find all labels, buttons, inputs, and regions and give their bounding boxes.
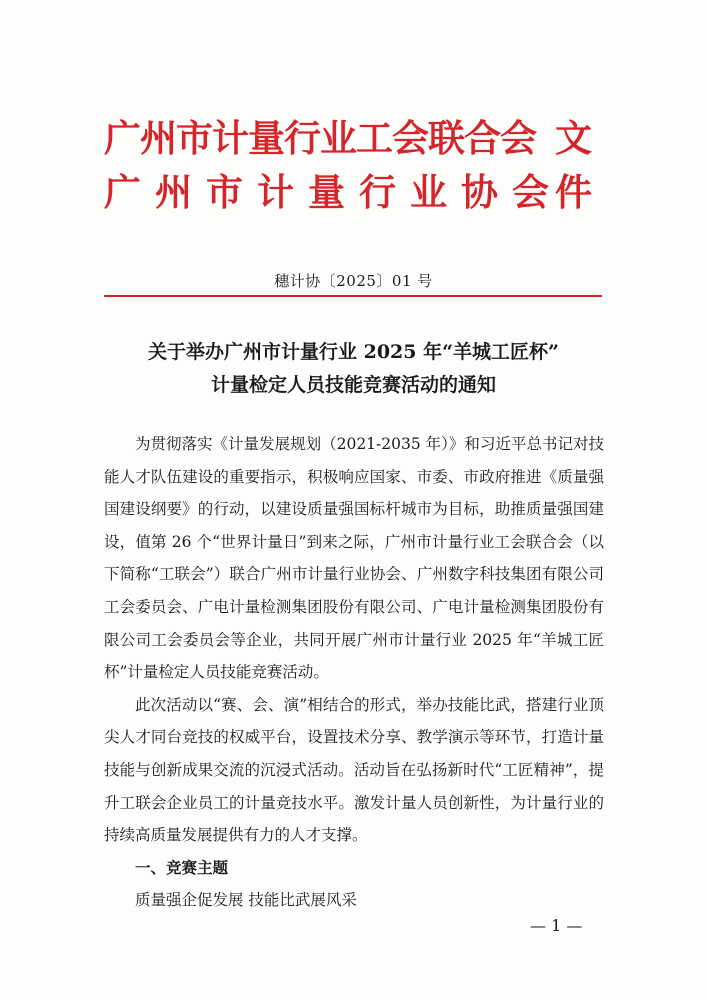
notice-title-line-2: 计量检定人员技能竞赛活动的通知 <box>210 374 496 396</box>
section-theme-text: 质量强企促发展 技能比武展风采 <box>135 891 357 910</box>
doc-word-wen: 文 <box>555 116 592 160</box>
notice-body <box>104 428 604 917</box>
notice-title-line-1: 关于举办广州市计量行业 2025 年“羊城工匠杯” <box>148 341 559 363</box>
section-heading-theme: 一、竞赛主题 <box>135 857 229 877</box>
org-name-line-1: 广州市计量行业工会联合会 <box>104 116 536 160</box>
org-name-line-2: 广州市计量行业协会 <box>104 170 563 214</box>
document-number: 穗计协〔2025〕01 号 <box>274 272 433 290</box>
red-divider-line <box>104 295 602 297</box>
body-paragraph-1: 为贯彻落实《计量发展规划（2021-2035 年）》和习近平总书记对技能人才队伍建设的重要指示，积极响应国家、市委、市政府推进《质量强国建设纲要》的行动，以建设质量强国标杆城市为目标，助推质量强国建设，值第 26 个“世界计量日”到来之际，广州市计量行业工会联合会（以下简称“工联会”）联合广州市计量行业协会、广州数字科技集团有限公司工会委员会、广电计量检测集团股份有限公司、广电计量检测集团股份有限公司工会委员会等企业，共同开展广州市计量行业 2025 年“羊城工匠杯”计量检定人员技能竞赛活动。 <box>104 435 604 682</box>
doc-word-jian: 件 <box>555 170 592 214</box>
red-header <box>104 108 604 230</box>
page-number: — 1 — <box>530 916 583 935</box>
body-paragraph-2: 此次活动以“赛、会、演”相结合的形式，举办技能比武，搭建行业顶尖人才同台竞技的权威平台，设置技术分享、教学演示等环节，打造计量技能与创新成果交流的沉浸式活动。活动旨在弘扬新时代“工匠精神”，提升工联会企业员工的计量竞技水平。激发计量人员创新性，为计量行业的持续高质量发展提供有力的人才支撑。 <box>104 695 604 845</box>
